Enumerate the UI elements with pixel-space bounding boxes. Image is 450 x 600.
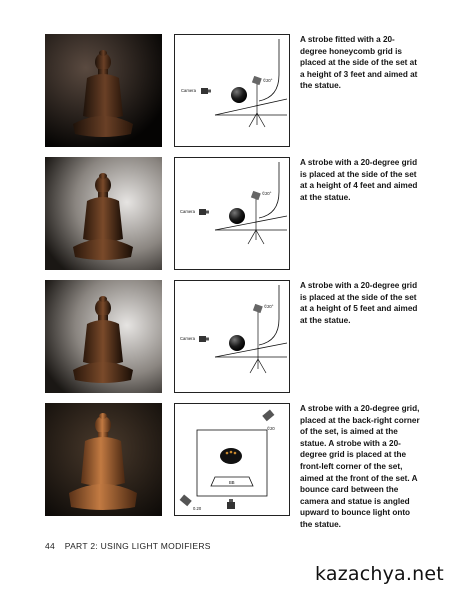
camera-icon xyxy=(227,499,235,509)
buddha-photo-3 xyxy=(45,280,162,393)
table-surface xyxy=(215,99,287,115)
camera-icon xyxy=(199,209,209,215)
lighting-diagram-4 xyxy=(174,403,290,516)
strobe-front-icon xyxy=(180,494,192,506)
background-sweep xyxy=(259,162,279,218)
watermark: kazachya.net xyxy=(315,563,444,585)
lighting-diagram-3 xyxy=(174,280,290,393)
strobe-back-icon xyxy=(262,409,274,421)
camera-label: Camera xyxy=(180,209,195,214)
caption-4: A strobe with a 20-degree grid, placed at the back-right corner of the set, is aimed at the statue. A strobe with a 20-degree grid is placed at the front-left corner of the set, aimed at the front of the set. A bounce card between the camera and statue is angled upward to bounce light onto the statue. xyxy=(300,404,420,529)
strobe-icon xyxy=(253,304,263,313)
light-stand xyxy=(250,312,266,373)
table-surface xyxy=(215,216,287,230)
camera-icon xyxy=(199,336,209,342)
caption-3: A strobe with a 20-degree grid is placed at the side of the set at a height of 5 feet and aimed at the statue. xyxy=(300,281,418,325)
background-sweep xyxy=(259,39,279,101)
strobe-label: ©20° xyxy=(262,191,272,196)
strobe-label: ©20° xyxy=(264,304,274,309)
page-number: 44 xyxy=(45,541,56,551)
lighting-diagram-2 xyxy=(174,157,290,270)
statue-ball xyxy=(229,335,245,351)
table-surface xyxy=(215,343,287,357)
strobe-label: ©20° xyxy=(263,78,273,83)
background-sweep xyxy=(259,285,279,345)
statue-ball xyxy=(229,208,245,224)
buddha-photo-1 xyxy=(45,34,162,147)
camera-label: Camera xyxy=(180,336,195,341)
page-footer xyxy=(45,541,211,551)
caption-2: A strobe with a 20-degree grid is placed at the side of the set at a height of 4 feet and aimed at the statue. xyxy=(300,158,418,202)
statue-top-view xyxy=(220,448,242,464)
section-title: PART 2: USING LIGHT MODIFIERS xyxy=(64,541,211,551)
buddha-photo-4 xyxy=(45,403,162,516)
strobe-front-label: 0.20 xyxy=(193,506,202,511)
buddha-photo-2 xyxy=(45,157,162,270)
strobe-icon xyxy=(251,191,261,200)
strobe-icon xyxy=(252,76,262,85)
caption-1: A strobe fitted with a 20-degree honeycomb grid is placed at the side of the set at a height of 3 feet and aimed at the statue. xyxy=(300,35,418,91)
light-stand xyxy=(249,84,265,127)
camera-label: Camera xyxy=(181,88,196,93)
camera-icon xyxy=(201,88,211,94)
light-stand xyxy=(248,199,264,244)
strobe-back-label: ©20 xyxy=(267,426,275,431)
bounce-card-label: BB xyxy=(229,480,235,485)
statue-ball xyxy=(231,87,247,103)
lighting-diagram-1 xyxy=(174,34,290,147)
